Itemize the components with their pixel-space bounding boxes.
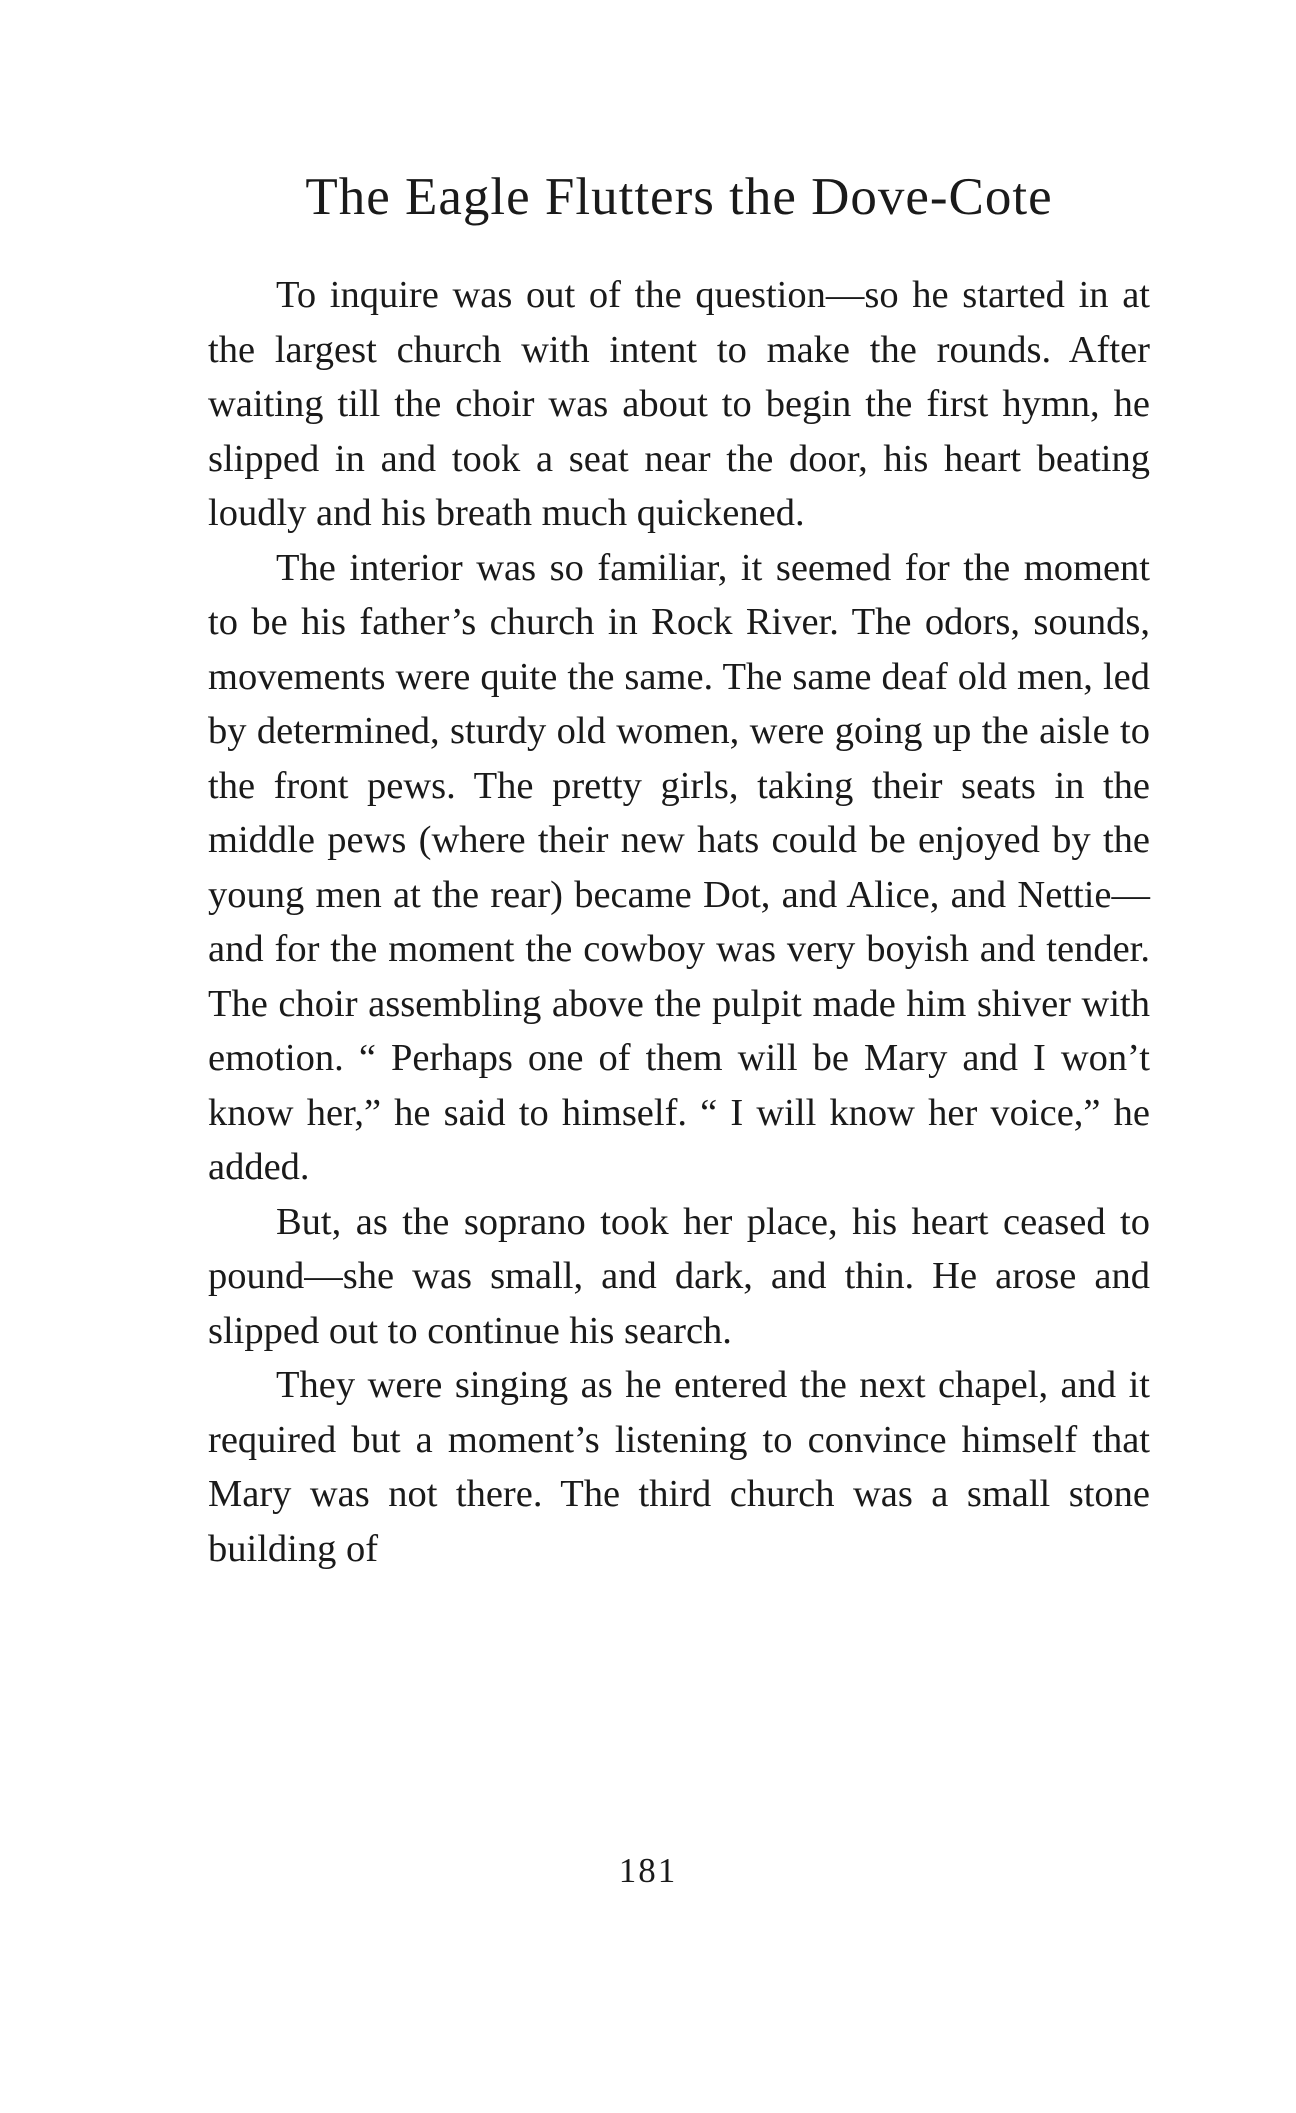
- paragraph-1: To inquire was out of the question—so he started in at the largest church with intent to make the rounds. After waiting till the choir was about to begin the first hymn, he slipped in and took a seat near the door, his heart beating loudly and his breath much quickened.: [208, 274, 1150, 534]
- paragraph-2: The interior was so familiar, it seemed for the moment to be his father’s church in Rock River. The odors, sounds, movements were quite the same. The same deaf old men, led by determined, sturdy old women, were going up the aisle to the front pews. The pretty girls, taking their seats in the middle pews (where their new hats could be enjoyed by the young men at the rear) became Dot, and Alice, and Nettie—and for the moment the cowboy was very boyish and tender. The choir assembling above the pulpit made him shiver with emotion. “ Perhaps one of them will be Mary and I won’t know her,” he said to himself. “ I will know her voice,” he added.: [208, 546, 1150, 1188]
- running-head: The Eagle Flutters the Dove-Cote: [305, 168, 1053, 226]
- paragraph-4: They were singing as he entered the next chapel, and it required but a moment’s listening to convince himself that Mary was not there. The third church was a small stone building of: [208, 1364, 1150, 1570]
- paragraph-3: But, as the soprano took her place, his heart ceased to pound—she was small, and dark, and thin. He arose and slipped out to continue his search.: [208, 1200, 1150, 1352]
- page-number: 181: [618, 1851, 678, 1890]
- body-text: [208, 268, 1150, 1576]
